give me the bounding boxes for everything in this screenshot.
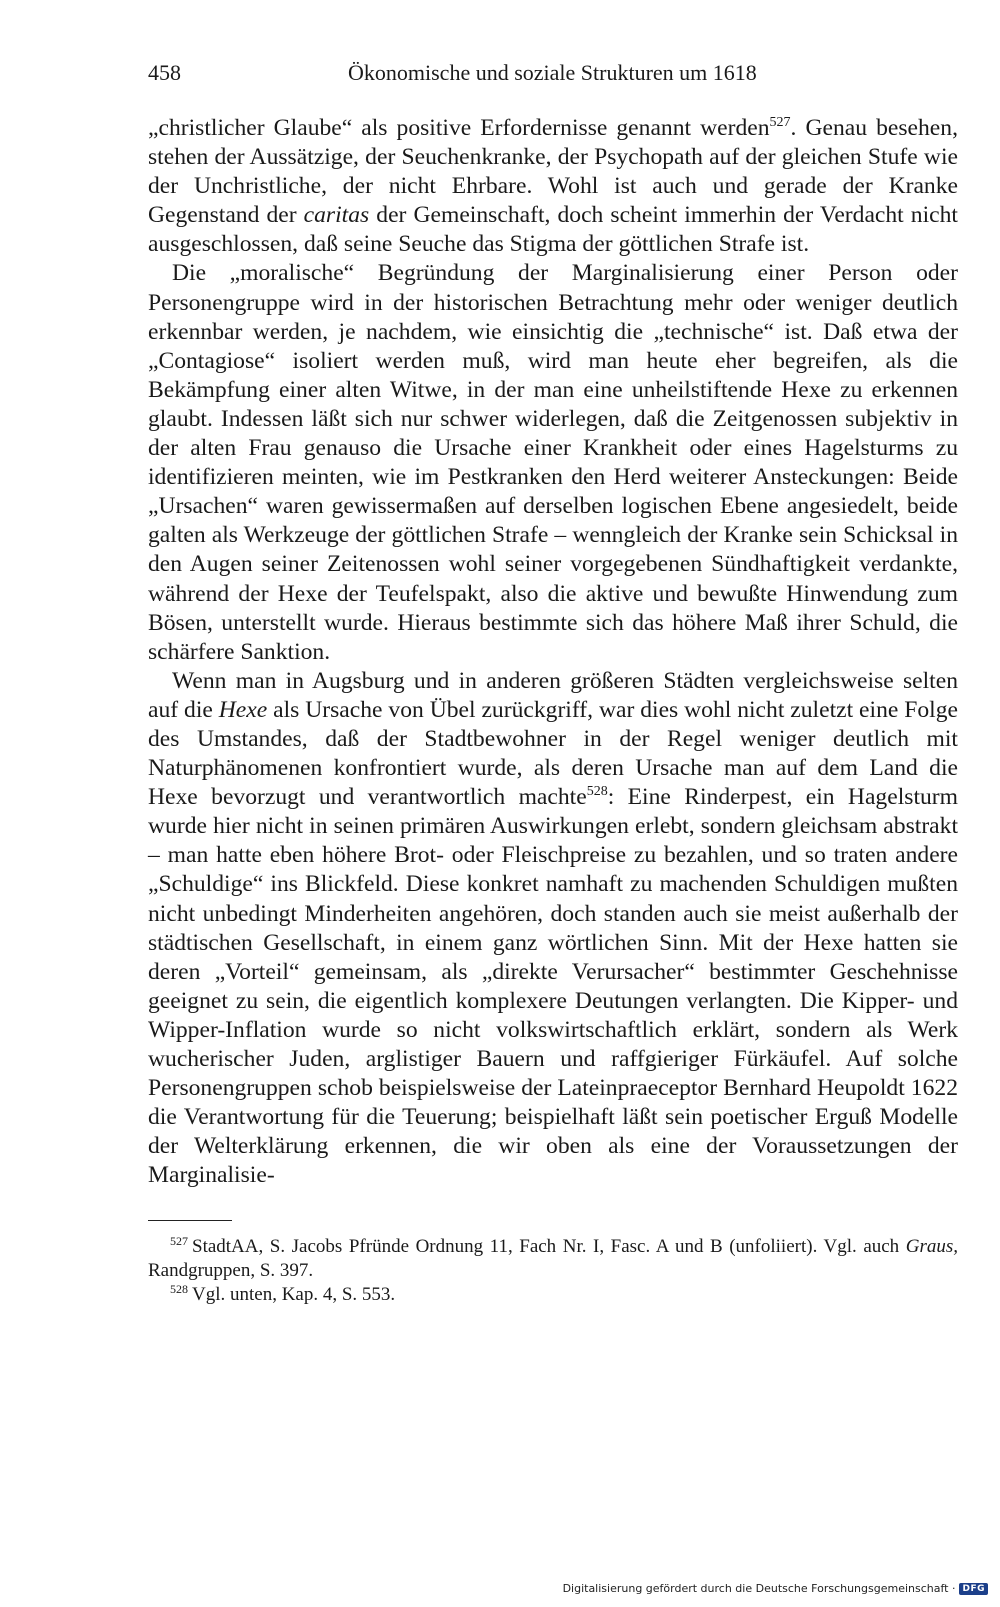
footnote-reference: 527 xyxy=(769,115,791,131)
credit-text: Digitalisierung gefördert durch die Deutsche Forschungsgemeinschaft · xyxy=(562,1582,956,1595)
footnotes xyxy=(148,1235,958,1307)
emphasized-text: caritas xyxy=(303,202,370,229)
text-run: als Ursache von Übel zurückgriff, war dies wohl nicht zuletzt eine Folge des Umstandes, daß der Stadtbewohner in der Regel weniger deutlich mit Naturphänomenen konfrontiert wurde, als deren Ursache man auf dem Land die Hexe bevorzugt und verantwortlich machte xyxy=(148,696,958,811)
paragraph xyxy=(148,667,958,1191)
footnote-number: 528 xyxy=(170,1282,188,1297)
running-head xyxy=(148,56,958,90)
footnote xyxy=(148,1283,958,1307)
text-run: : Eine Rinderpest, ein Hagelsturm wurde hier nicht in seinen primären Auswirkungen erlebt, sondern gleichsam abstrakt – man hatte eben höhere Brot- oder Fleischpreise zu bezahlen, und so traten andere „Schuldige“ ins Blickfeld. Diese konkret namhaft zu machenden Schuldigen mußten nicht unbedingt Minderheiten angehören, doch standen auch sie meist außerhalb der städtischen Gesellschaft, in einem ganz wörtlichen Sinn. Mit der Hexe hatten sie deren „Vorteil“ gemeinsam, als „direkte Verursacher“ bestimmter Geschehnisse geeignet zu sein, die eigentlich komplexere Deutungen verlangten. Die Kipper- und Wipper-Inflation wurde so nicht volkswirtschaftlich erklärt, sondern als Werk wucherischer Juden, arglistiger Bauern und raffgieriger Fürkäufel. Auf solche Personengruppen schob beispielsweise der Lateinpraeceptor Bernhard Heupoldt 1622 die Verantwortung für die Teuerung; beispielhaft läßt sein poetischer Erguß Modelle der Welterklärung erkennen, die wir oben als eine der Voraussetzungen der Marginalisie- xyxy=(148,784,958,1189)
paragraph xyxy=(148,114,958,259)
footnote xyxy=(148,1235,958,1283)
footnote-reference: 528 xyxy=(586,784,608,800)
text-run: . Genau besehen, stehen der Aussätzige, der Seuchenkranke, der Psychopath auf der gleichen Stufe wie der Unchristliche, der nicht Ehrbare. Wohl ist auch und gerade der Kranke Gegenstand der xyxy=(148,115,958,229)
dfg-logo: DFG xyxy=(959,1583,988,1595)
body-text xyxy=(148,114,958,1190)
emphasized-text: Hexe xyxy=(218,696,268,723)
emphasized-text: Graus, xyxy=(905,1236,958,1258)
book-page xyxy=(148,56,958,1307)
footnote-number: 527 xyxy=(170,1234,188,1249)
text-run: StadtAA, S. Jacobs Pfründe Ordnung 11, Fach Nr. I, Fasc. A und B (unfoliiert). Vgl. auch xyxy=(192,1236,906,1258)
text-run: Randgruppen, S. 397. xyxy=(148,1260,314,1282)
text-run: der Gemeinschaft, doch scheint immerhin der Verdacht nicht ausgeschlossen, daß seine Seuche das Stigma der göttlichen Strafe ist. xyxy=(148,202,958,258)
paragraph xyxy=(148,259,958,666)
footnote-divider xyxy=(148,1220,232,1221)
running-title: Ökonomische und soziale Strukturen um 1618 xyxy=(348,60,757,85)
text-run: Wenn man in Augsburg und in anderen größeren Städten vergleichsweise selten auf die xyxy=(148,667,958,723)
page-number: 458 xyxy=(148,60,181,85)
digitization-credit xyxy=(563,1582,988,1595)
text-run: Die „moralische“ Begründung der Marginalisierung einer Person oder Personengruppe wird in der historischen Betrachtung mehr oder weniger deutlich erkennbar werden, je nachdem, wie einsichtig die „technische“ ist. Daß etwa der „Contagiose“ isoliert werden muß, wird man heute eher begreifen, als die Bekämpfung einer alten Witwe, in der man eine unheilstiftende Hexe zu erkennen glaubt. Indessen läßt sich nur schwer widerlegen, daß die Zeitgenossen subjektiv in der alten Frau genauso die Ursache einer Krankheit oder eines Hagelsturms zu identifizieren meinten, wie im Pestkranken den Herd weiterer Ansteckungen: Beide „Ursachen“ waren gewissermaßen auf derselben logischen Ebene angesiedelt, beide galten als Werkzeuge der göttlichen Strafe – wenngleich der Kranke sein Schicksal in den Augen seiner Zeitenossen wohl seiner vorgegebenen Sündhaftigkeit verdankte, während der Hexe der Teufelspakt, also die aktive und bewußte Hinwendung zum Bösen, unterstellt wurde. Hieraus bestimmte sich das höhere Maß ihrer Schuld, die schärfere Sanktion. xyxy=(148,260,958,665)
text-run: Vgl. unten, Kap. 4, S. 553. xyxy=(192,1284,396,1306)
text-run: „christlicher Glaube“ als positive Erfordernisse genannt werden xyxy=(148,115,770,141)
